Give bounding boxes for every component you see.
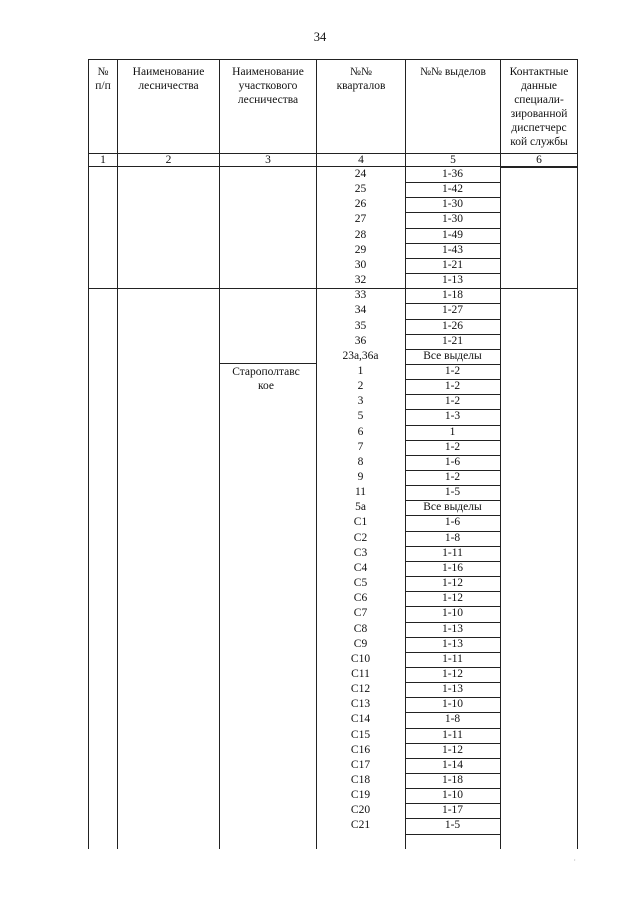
table-row bbox=[316, 273, 500, 288]
column-divider bbox=[577, 167, 578, 849]
quarter-number: 7 bbox=[357, 441, 364, 453]
table-row bbox=[316, 303, 500, 318]
table-row bbox=[316, 788, 500, 803]
table-row bbox=[316, 743, 500, 758]
section-range: 1-6 bbox=[444, 516, 461, 528]
header-cell-number bbox=[88, 59, 117, 153]
table-row bbox=[316, 349, 500, 364]
table-body bbox=[88, 167, 578, 849]
table-row bbox=[316, 591, 500, 606]
quarter-number: 5 bbox=[357, 410, 364, 422]
quarter-number: С2 bbox=[353, 532, 368, 544]
quarter-number: 33 bbox=[354, 289, 367, 301]
quarter-number: С6 bbox=[353, 592, 368, 604]
quarter-number: 9 bbox=[357, 471, 364, 483]
page-number: 34 bbox=[313, 30, 327, 44]
section-range: 1-43 bbox=[441, 244, 464, 256]
table-row bbox=[316, 606, 500, 621]
section-range: 1-8 bbox=[444, 713, 461, 725]
table-row bbox=[316, 803, 500, 818]
header-cell-quarters bbox=[316, 59, 405, 153]
table-row bbox=[316, 652, 500, 667]
section-range: 1-2 bbox=[444, 441, 461, 453]
column-numbers-row bbox=[88, 153, 578, 167]
section-range: Все выделы bbox=[423, 350, 482, 362]
table-row bbox=[316, 212, 500, 227]
section-range: 1-30 bbox=[441, 198, 464, 210]
quarter-number: С10 bbox=[350, 653, 371, 665]
section-range: 1-42 bbox=[441, 183, 464, 195]
header-text: № п/п bbox=[95, 66, 111, 92]
section-range: 1-26 bbox=[441, 320, 464, 332]
quarter-number: С1 bbox=[353, 516, 368, 528]
column-divider bbox=[219, 167, 220, 849]
quarter-number: С8 bbox=[353, 623, 368, 635]
quarter-number: С18 bbox=[350, 774, 371, 786]
table-row bbox=[316, 712, 500, 727]
section-range: 1-12 bbox=[441, 668, 464, 680]
quarter-number: С17 bbox=[350, 759, 371, 771]
section-range: 1-36 bbox=[441, 168, 464, 180]
quarter-number: 2 bbox=[357, 380, 364, 392]
column-divider bbox=[500, 167, 501, 849]
header-cell-sections bbox=[405, 59, 500, 153]
section-range: 1 bbox=[449, 426, 456, 438]
table-row bbox=[316, 728, 500, 743]
header-text: Наименование лесничества bbox=[132, 66, 205, 92]
table-row bbox=[316, 334, 500, 349]
table-row bbox=[316, 258, 500, 273]
quarter-number: С11 bbox=[351, 668, 370, 680]
quarter-number: С15 bbox=[350, 729, 371, 741]
column-divider bbox=[117, 167, 118, 849]
section-range: 1-30 bbox=[441, 213, 464, 225]
section-range: 1-13 bbox=[441, 623, 464, 635]
quarter-number: С14 bbox=[350, 713, 371, 725]
section-range: 1-10 bbox=[441, 698, 464, 710]
table-row bbox=[316, 531, 500, 546]
quarter-number: С4 bbox=[353, 562, 368, 574]
quarter-number: 23а,36а bbox=[342, 350, 379, 362]
section-range: 1-10 bbox=[441, 789, 464, 801]
table-header-row bbox=[88, 59, 578, 153]
section-range: 1-3 bbox=[444, 410, 461, 422]
quarter-number: С3 bbox=[353, 547, 368, 559]
quarter-number: 32 bbox=[354, 274, 367, 286]
quarter-number: С21 bbox=[350, 819, 371, 831]
quarter-number: 28 bbox=[354, 229, 367, 241]
quarter-number: 27 bbox=[354, 213, 367, 225]
column-number: 4 bbox=[316, 153, 405, 167]
column-number: 2 bbox=[117, 153, 219, 167]
forest-table bbox=[88, 59, 578, 849]
section-range: 1-27 bbox=[441, 304, 464, 316]
section-range: 1-17 bbox=[441, 804, 464, 816]
section-range: 1-2 bbox=[444, 471, 461, 483]
table-row bbox=[316, 288, 500, 303]
table-row bbox=[316, 319, 500, 334]
section-range: 1-13 bbox=[441, 638, 464, 650]
table-row bbox=[316, 167, 500, 182]
table-row bbox=[316, 637, 500, 652]
quarter-number: 26 bbox=[354, 198, 367, 210]
column-number: 5 bbox=[405, 153, 500, 167]
section-range: 1-2 bbox=[444, 380, 461, 392]
quarter-number: 35 bbox=[354, 320, 367, 332]
quarter-number: 34 bbox=[354, 304, 367, 316]
table-row bbox=[316, 697, 500, 712]
table-row bbox=[316, 667, 500, 682]
quarter-number: С7 bbox=[353, 607, 368, 619]
quarter-number: 6 bbox=[357, 426, 364, 438]
header-text: №№ выделов bbox=[420, 66, 486, 78]
table-row bbox=[316, 243, 500, 258]
table-row bbox=[316, 409, 500, 424]
row-divider bbox=[405, 834, 501, 835]
quarter-number: С13 bbox=[350, 698, 371, 710]
quarter-number: 24 bbox=[354, 168, 367, 180]
header-text: Наименование участкового лесничества bbox=[232, 66, 304, 106]
section-range: 1-21 bbox=[441, 259, 464, 271]
column-number: 3 bbox=[219, 153, 316, 167]
footer-mark: · bbox=[573, 856, 576, 865]
section-range: 1-11 bbox=[442, 729, 463, 741]
district-divider bbox=[219, 363, 316, 364]
table-row bbox=[316, 425, 500, 440]
section-range: 1-12 bbox=[441, 577, 464, 589]
table-row bbox=[316, 379, 500, 394]
section-range: 1-10 bbox=[441, 607, 464, 619]
table-row bbox=[316, 515, 500, 530]
section-range: 1-2 bbox=[444, 365, 461, 377]
table-row bbox=[316, 622, 500, 637]
table-row bbox=[316, 818, 500, 833]
section-range: 1-5 bbox=[444, 819, 461, 831]
section-range: Все выделы bbox=[423, 501, 482, 513]
quarter-number: 11 bbox=[354, 486, 367, 498]
table-row bbox=[316, 561, 500, 576]
section-range: 1-49 bbox=[441, 229, 464, 241]
quarter-number: С16 bbox=[350, 744, 371, 756]
section-range: 1-12 bbox=[441, 744, 464, 756]
quarter-number: С9 bbox=[353, 638, 368, 650]
quarter-number: 36 bbox=[354, 335, 367, 347]
table-row bbox=[316, 182, 500, 197]
table-row bbox=[316, 455, 500, 470]
quarter-number: 1 bbox=[357, 365, 364, 377]
table-row bbox=[316, 682, 500, 697]
header-text: №№ кварталов bbox=[336, 66, 386, 92]
section-range: 1-18 bbox=[441, 774, 464, 786]
table-row bbox=[316, 364, 500, 379]
section-range: 1-16 bbox=[441, 562, 464, 574]
table-row bbox=[316, 485, 500, 500]
contacts-top-line bbox=[500, 167, 578, 168]
header-cell-forestry bbox=[117, 59, 219, 153]
table-row bbox=[316, 500, 500, 515]
column-number: 1 bbox=[88, 153, 117, 167]
section-range: 1-8 bbox=[444, 532, 461, 544]
table-row bbox=[316, 576, 500, 591]
section-range: 1-11 bbox=[442, 653, 463, 665]
quarter-number: С20 bbox=[350, 804, 371, 816]
section-range: 1-12 bbox=[441, 592, 464, 604]
section-range: 1-11 bbox=[442, 547, 463, 559]
quarter-number: 3 bbox=[357, 395, 364, 407]
table-row bbox=[316, 773, 500, 788]
header-cell-district-forestry bbox=[219, 59, 316, 153]
section-range: 1-2 bbox=[444, 395, 461, 407]
quarter-number: 25 bbox=[354, 183, 367, 195]
table-row bbox=[316, 394, 500, 409]
table-row bbox=[316, 758, 500, 773]
column-number: 6 bbox=[500, 153, 578, 167]
column-divider bbox=[88, 167, 89, 849]
district-forestry-name: Старополтавс кое bbox=[232, 366, 300, 392]
section-range: 1-14 bbox=[441, 759, 464, 771]
quarter-number: 30 bbox=[354, 259, 367, 271]
table-row bbox=[316, 546, 500, 561]
quarter-number: 5а bbox=[355, 501, 366, 513]
header-text: Контактные данные специали- зированной диспетчерс кой службы bbox=[509, 66, 569, 148]
table-row bbox=[316, 470, 500, 485]
quarter-number: С5 bbox=[353, 577, 368, 589]
table-row bbox=[316, 228, 500, 243]
section-range: 1-18 bbox=[441, 289, 464, 301]
quarter-number: С19 bbox=[350, 789, 371, 801]
table-row bbox=[316, 440, 500, 455]
section-range: 1-21 bbox=[441, 335, 464, 347]
section-range: 1-13 bbox=[441, 274, 464, 286]
table-row bbox=[316, 197, 500, 212]
quarter-number: С12 bbox=[350, 683, 371, 695]
header-cell-contacts bbox=[500, 59, 578, 153]
section-range: 1-5 bbox=[444, 486, 461, 498]
section-range: 1-13 bbox=[441, 683, 464, 695]
quarter-number: 8 bbox=[357, 456, 364, 468]
quarter-number: 29 bbox=[354, 244, 367, 256]
section-range: 1-6 bbox=[444, 456, 461, 468]
